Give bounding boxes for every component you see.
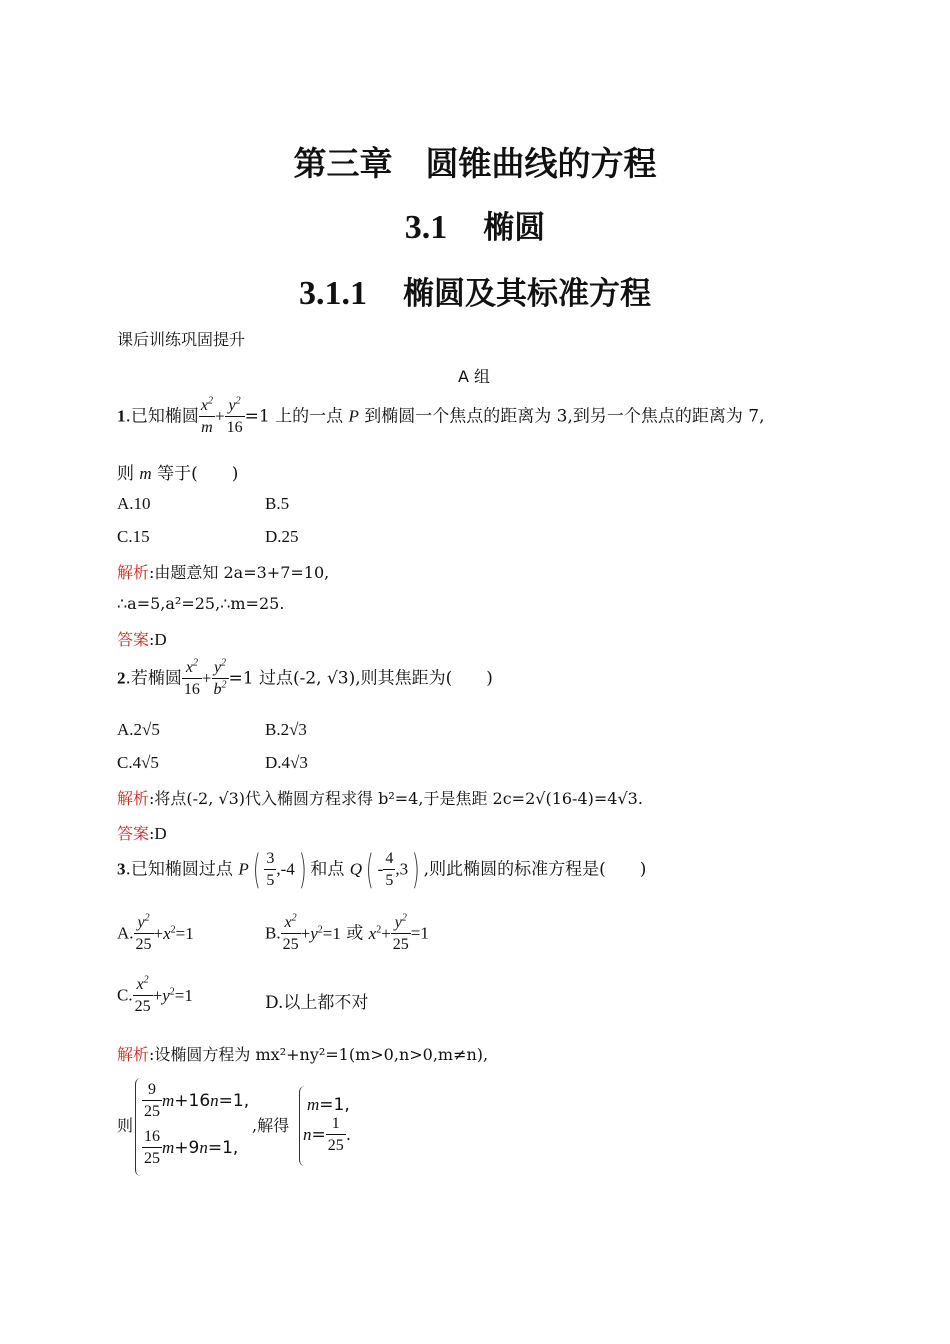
q1-answer: 答案:D <box>117 630 167 649</box>
answer-label: 答案 <box>117 630 150 649</box>
section-number: 3.1 <box>404 209 448 246</box>
q3-option-c: C. $\frac{x^2}{25}$ $+y^2=1$ <box>117 974 193 1015</box>
then-label: 则 <box>117 1116 134 1135</box>
q1-answer-value: D <box>154 630 167 649</box>
section-name: 椭圆 <box>483 210 546 246</box>
q1-after-eq: =1 上的一点 <box>244 406 349 427</box>
q1-option-c: C.15 <box>117 527 150 546</box>
q3-analysis: 解析:设椭圆方程为 mx²+ny²=1(m>0,n>0,m≠n), <box>117 1045 489 1064</box>
system-eq1: $\frac{9}{25}$ m+16n=1, <box>144 1081 250 1120</box>
q1-stem: 1.已知椭圆 $\frac{x^2}{m}$ + $\frac{y^2}{16}$ =1 上的一点 P 到椭圆一个焦点的距离为 3,到另一个焦点的距离为 7, <box>117 395 765 436</box>
q3-option-b-label: B. <box>265 923 281 943</box>
q1-stem-line2 <box>117 459 238 484</box>
q2-analysis-text: 将点(-2, √3)代入椭圆方程求得 b²=4,于是焦距 2c=2√(16-4)=4√3. <box>154 789 643 808</box>
q3-option-c-label: C. <box>117 985 133 1005</box>
q3-option-d: D.以上都不对 <box>265 993 369 1013</box>
q2-fraction-y: $\frac{y^2}{b^2}$ <box>213 657 227 698</box>
q1-analysis: 解析:由题意知 2a=3+7=10, <box>117 563 330 582</box>
q2-option-d: D.4√3 <box>265 753 308 772</box>
q1-prefix: .已知椭圆 <box>125 406 199 427</box>
q2-option-b: B.2√3 <box>265 720 307 739</box>
q2-number: 2 <box>117 668 126 688</box>
subsection-number: 3.1.1 <box>299 275 367 312</box>
q1-fraction-x: $\frac{x^2}{m}$ <box>200 395 214 436</box>
analysis-label-2: 解析 <box>117 789 150 808</box>
q1-line2-post: 等于( ) <box>151 464 239 484</box>
q1-analysis-line2: ∴a=5,a²=25,∴m=25. <box>117 594 285 613</box>
q3-stem: 3.已知椭圆过点 P( $\frac{3}{5}$ ,-4) 和点 Q( - $\frac{4}{5}$ ,3) ,则此椭圆的标准方程是( ) <box>117 847 647 893</box>
q2-option-c: C.4√5 <box>117 753 159 772</box>
system-eq2: $\frac{16}{25}$ m+9n=1, <box>144 1128 239 1167</box>
q1-point: P <box>348 406 359 426</box>
q3-analysis-text: 设椭圆方程为 mx²+ny²=1(m>0,n>0,m≠n), <box>154 1045 489 1064</box>
q3-option-a-label: A. <box>117 923 134 943</box>
analysis-label-3: 解析 <box>117 1045 150 1064</box>
subsection-name: 椭圆及其标准方程 <box>403 276 651 312</box>
q2-option-a: A.2√5 <box>117 720 160 739</box>
q3-option-a: A. $\frac{y^2}{25}$ $+x^2=1$ <box>117 912 194 953</box>
q1-option-b: B.5 <box>265 494 290 513</box>
analysis-label: 解析 <box>117 563 150 582</box>
q1-number: 1 <box>117 406 126 426</box>
q3-prefix: .已知椭圆过点 <box>125 859 239 880</box>
q3-mid: 和点 <box>310 859 350 880</box>
q3-rest: ,则此椭圆的标准方程是( ) <box>423 859 647 880</box>
q2-rest: =1 过点(-2, √3),则其焦距为( ) <box>228 668 493 689</box>
q3-number: 3 <box>117 859 126 879</box>
solution-m: m=1, <box>307 1095 350 1115</box>
answer-label-2: 答案 <box>117 824 150 843</box>
q1-rest: 到椭圆一个焦点的距离为 3,到另一个焦点的距离为 7, <box>358 406 765 427</box>
q2-fraction-x: $\frac{x^2}{16}$ <box>183 657 200 698</box>
q2-analysis: 解析:将点(-2, √3)代入椭圆方程求得 b²=4,于是焦距 2c=2√(16-4)=4√3. <box>117 789 643 808</box>
section-title <box>0 202 950 247</box>
solution-n: n= $\frac{1}{25}$ . <box>303 1115 352 1154</box>
q2-stem: 2.若椭圆 $\frac{x^2}{16}$ + $\frac{y^2}{b^2}$ =1 过点(-2, √3),则其焦距为( ) <box>117 657 493 698</box>
subsection-title <box>0 268 950 313</box>
solve-label: ,解得 <box>252 1116 290 1135</box>
q1-var: m <box>139 464 152 483</box>
q3-or: 或 <box>340 923 369 944</box>
q2-prefix: .若椭圆 <box>125 668 182 689</box>
q1-option-a: A.10 <box>117 494 151 513</box>
q2-answer: 答案:D <box>117 824 167 843</box>
q1-option-d: D.25 <box>265 527 299 546</box>
chapter-title: 第三章 圆锥曲线的方程 <box>293 144 657 183</box>
q3-option-b: B. $\frac{x^2}{25}$ $+y^2=1$ 或 $x^2+$ $\frac{y^2}{25}$ =1 <box>265 912 429 953</box>
group-label: A 组 <box>458 367 491 386</box>
q2-answer-value: D <box>154 824 167 843</box>
q1-analysis-line1: 由题意知 2a=3+7=10, <box>154 563 330 582</box>
practice-title: 课后训练巩固提升 <box>117 330 246 349</box>
q1-fraction-y: $\frac{y^2}{16}$ <box>226 395 243 436</box>
q1-line2-pre: 则 <box>117 464 140 484</box>
